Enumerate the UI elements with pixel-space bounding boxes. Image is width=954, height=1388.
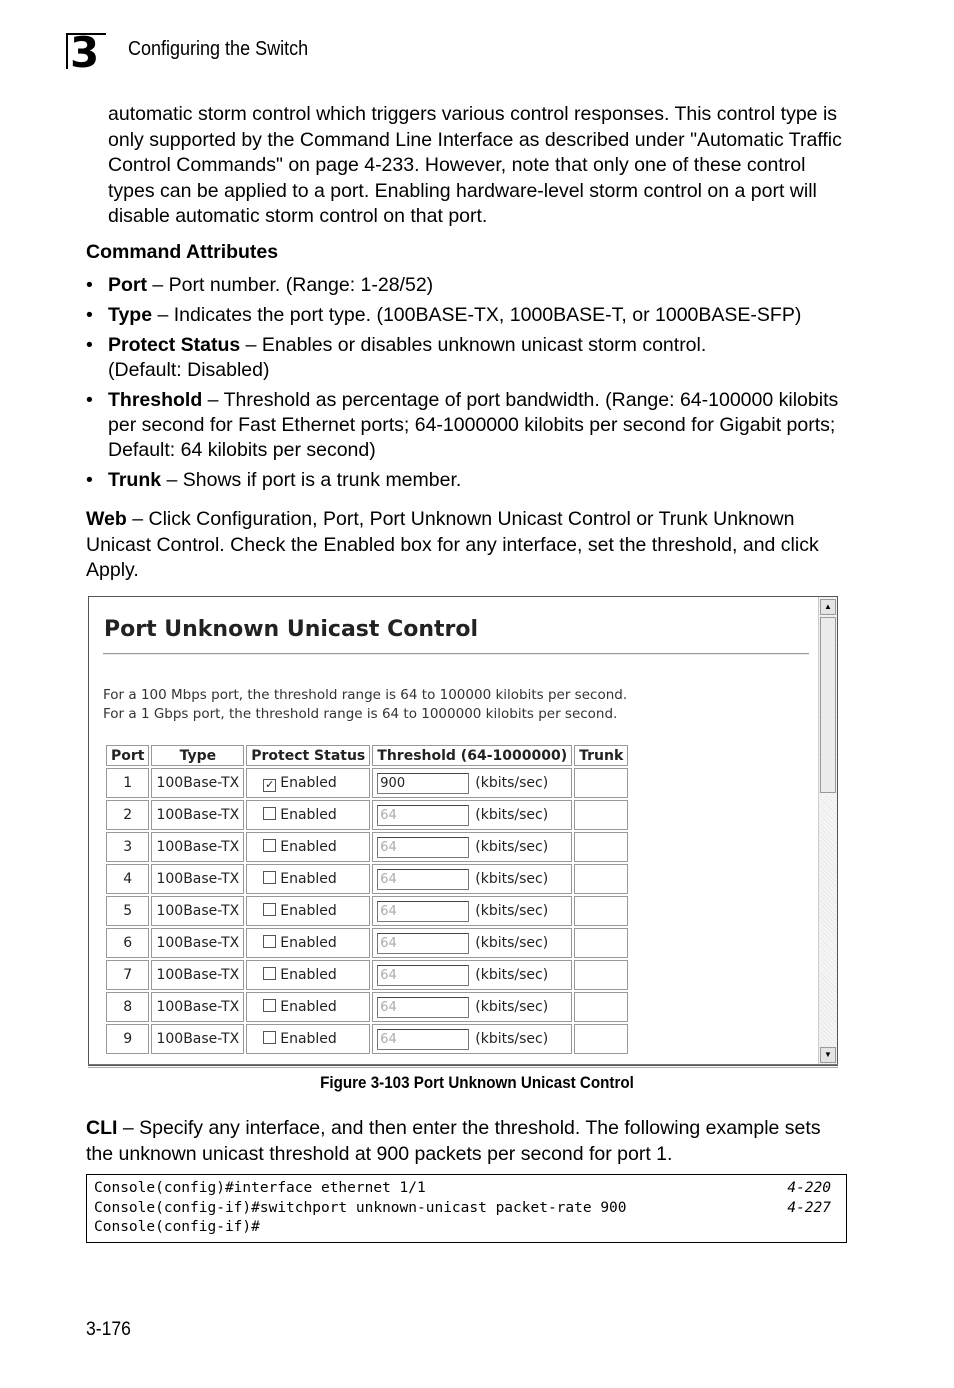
intro-paragraph: automatic storm control which triggers various control responses. This control type is only supported by the Command Line Interface as described under "Automatic Traffic Control Commands" on page 4-233. However, note that only one of these control types can be applied to a port. Enabling hardware-level storm control on a port will disable automatic storm control on that port. [108,103,842,227]
threshold-unit: (kbits/sec) [475,1031,549,1047]
protect-status-cell [246,928,370,958]
attribute-term: Type [108,304,153,326]
protect-status-cell [246,800,370,830]
code-line [94,1179,839,1199]
threshold-input[interactable]: 64 [377,805,469,826]
col-trunk: Trunk [574,745,628,766]
trunk-cell [574,896,628,926]
page-number: 3-176 [86,1318,131,1340]
code-example [86,1174,847,1243]
threshold-cell [372,832,572,862]
command-attributes-heading: Command Attributes [86,241,279,263]
cli-term: CLI [86,1117,118,1139]
threshold-input[interactable]: 64 [377,869,469,890]
port-number: 5 [106,896,149,926]
table-row [106,768,628,798]
threshold-input[interactable]: 64 [377,901,469,922]
table-row [106,896,628,926]
col-type: Type [151,745,244,766]
enabled-label: Enabled [280,774,337,791]
screenshot-panel [88,596,838,1066]
threshold-input[interactable]: 64 [377,933,469,954]
port-number: 3 [106,832,149,862]
threshold-cell [372,928,572,958]
trunk-cell [574,800,628,830]
range-note-1gbps: For a 1 Gbps port, the threshold range is 64 to 1000000 kilobits per second. [103,706,618,722]
protect-status-cell [246,960,370,990]
port-number: 7 [106,960,149,990]
threshold-unit: (kbits/sec) [475,967,549,983]
port-type: 100Base-TX [151,896,244,926]
scroll-thumb[interactable] [820,617,836,793]
trunk-cell [574,928,628,958]
enabled-checkbox[interactable] [263,999,276,1012]
threshold-input[interactable]: 64 [377,1029,469,1050]
cli-instructions [86,1116,846,1167]
bullet-icon: • [86,304,93,326]
port-number: 6 [106,928,149,958]
table-row [106,832,628,862]
protect-status-cell [246,768,370,798]
web-term: Web [86,508,127,530]
port-type: 100Base-TX [151,800,244,830]
attribute-item-port [86,273,856,298]
threshold-input[interactable]: 64 [377,997,469,1018]
col-threshold: Threshold (64-1000000) [372,745,572,766]
enabled-label: Enabled [280,807,337,823]
enabled-label: Enabled [280,967,337,983]
code-command: Console(config)#interface ethernet 1/1 [94,1180,426,1196]
attribute-item-trunk [86,468,856,493]
threshold-unit: (kbits/sec) [475,871,549,887]
threshold-input[interactable]: 64 [377,965,469,986]
table-row [106,928,628,958]
port-number: 4 [106,864,149,894]
port-number: 9 [106,1024,149,1054]
panel-title: Port Unknown Unicast Control [104,617,479,642]
bullet-icon: • [86,469,93,491]
running-head: Configuring the Switch [128,38,309,60]
enabled-label: Enabled [280,871,337,887]
table-row [106,1024,628,1054]
code-page-ref: 4-227 [787,1199,831,1216]
enabled-checkbox[interactable]: ✓ [265,777,275,791]
code-page-ref: 4-220 [787,1180,831,1196]
threshold-unit: (kbits/sec) [475,807,549,823]
threshold-cell [372,864,572,894]
enabled-label: Enabled [280,839,337,855]
col-port: Port [106,745,149,766]
bullet-icon: • [86,389,93,411]
cli-text: – Specify any interface, and then enter the threshold. The following example sets the unknown unicast threshold at 900 packets per second for port 1. [86,1117,821,1165]
protect-status-cell [246,1024,370,1054]
threshold-unit: (kbits/sec) [475,903,549,919]
threshold-unit: (kbits/sec) [475,839,549,855]
code-line [94,1199,839,1219]
trunk-cell [574,768,628,798]
enabled-label: Enabled [280,935,337,951]
table-row [106,960,628,990]
trunk-cell [574,960,628,990]
port-type: 100Base-TX [151,960,244,990]
trunk-cell [574,1024,628,1054]
attribute-desc: – Threshold as percentage of port bandwidth. (Range: 64-100000 kilobits per second for Fast Ethernet ports; 64-1000000 kilobits per second for Gigabit ports; Default: 64 kilobits per second) [108,389,839,461]
enabled-label: Enabled [280,999,337,1015]
threshold-unit: (kbits/sec) [475,775,549,791]
title-divider [103,653,809,655]
enabled-checkbox[interactable] [263,807,276,820]
web-instructions [86,507,846,584]
port-type: 100Base-TX [151,832,244,862]
port-number: 2 [106,800,149,830]
code-command: Console(config-if)# [94,1219,260,1235]
port-number: 8 [106,992,149,1022]
protect-status-cell [246,992,370,1022]
figure-caption: Figure 3-103 Port Unknown Unicast Control [320,1074,634,1092]
threshold-unit: (kbits/sec) [475,935,549,951]
threshold-cell [372,896,572,926]
port-type: 100Base-TX [151,928,244,958]
attribute-desc: – Port number. (Range: 1-28/52) [147,274,434,296]
col-protect-status: Protect Status [246,745,370,766]
attribute-item-threshold [86,388,843,463]
web-text: – Click Configuration, Port, Port Unknown Unicast Control or Trunk Unknown Unicast Control. Check the Enabled box for any interface, set the threshold, and click Apply. [86,508,819,581]
attribute-term: Protect Status [108,334,241,356]
enabled-checkbox[interactable] [263,935,276,948]
enabled-label: Enabled [280,903,337,919]
table-header-row [106,745,628,766]
threshold-input[interactable]: 64 [377,837,469,858]
port-type: 100Base-TX [151,1024,244,1054]
threshold-cell [372,960,572,990]
attribute-desc: – Shows if port is a trunk member. [161,469,462,491]
code-command: Console(config-if)#switchport unknown-unicast packet-rate 900 [94,1199,627,1216]
table-row [106,864,628,894]
scroll-up-icon[interactable]: ▲ [820,599,836,615]
attribute-term: Trunk [108,469,162,491]
table-row [106,992,628,1022]
port-table [104,743,630,1056]
bullet-icon: • [86,274,93,296]
port-type: 100Base-TX [151,864,244,894]
attribute-desc: – Indicates the port type. (100BASE-TX, 1000BASE-T, or 1000BASE-SFP) [152,304,802,326]
code-line [94,1218,839,1238]
attribute-term: Port [108,274,147,296]
threshold-cell [372,768,572,798]
attribute-item-protect-status [86,333,768,383]
protect-status-cell [246,896,370,926]
bullet-icon: • [86,334,93,356]
port-type: 100Base-TX [151,768,244,798]
protect-status-cell [246,864,370,894]
trunk-cell [574,832,628,862]
trunk-cell [574,992,628,1022]
chapter-number: 3 [66,33,106,69]
range-note-100mbps: For a 100 Mbps port, the threshold range is 64 to 100000 kilobits per second. [103,687,628,703]
screenshot-bottom-edge [88,1064,838,1068]
enabled-checkbox[interactable] [263,839,276,852]
attribute-term: Threshold [108,389,203,411]
threshold-cell [372,992,572,1022]
enabled-checkbox[interactable] [263,1031,276,1044]
enabled-checkbox[interactable] [263,871,276,884]
protect-status-cell [246,832,370,862]
threshold-cell [372,1024,572,1054]
threshold-unit: (kbits/sec) [475,999,549,1015]
scroll-down-icon[interactable]: ▼ [820,1047,836,1063]
enabled-label: Enabled [280,1031,337,1047]
enabled-checkbox[interactable] [263,903,276,916]
trunk-cell [574,864,628,894]
port-type: 100Base-TX [151,992,244,1022]
attribute-desc: – Enables or disables unknown unicast storm control. (Default: Disabled) [108,334,707,381]
enabled-checkbox[interactable] [263,967,276,980]
table-row [106,800,628,830]
port-number: 1 [106,768,149,798]
vertical-scrollbar[interactable] [818,597,837,1065]
attribute-list [86,273,856,498]
attribute-item-type [86,303,856,328]
threshold-input[interactable]: 900 [377,773,469,794]
threshold-cell [372,800,572,830]
